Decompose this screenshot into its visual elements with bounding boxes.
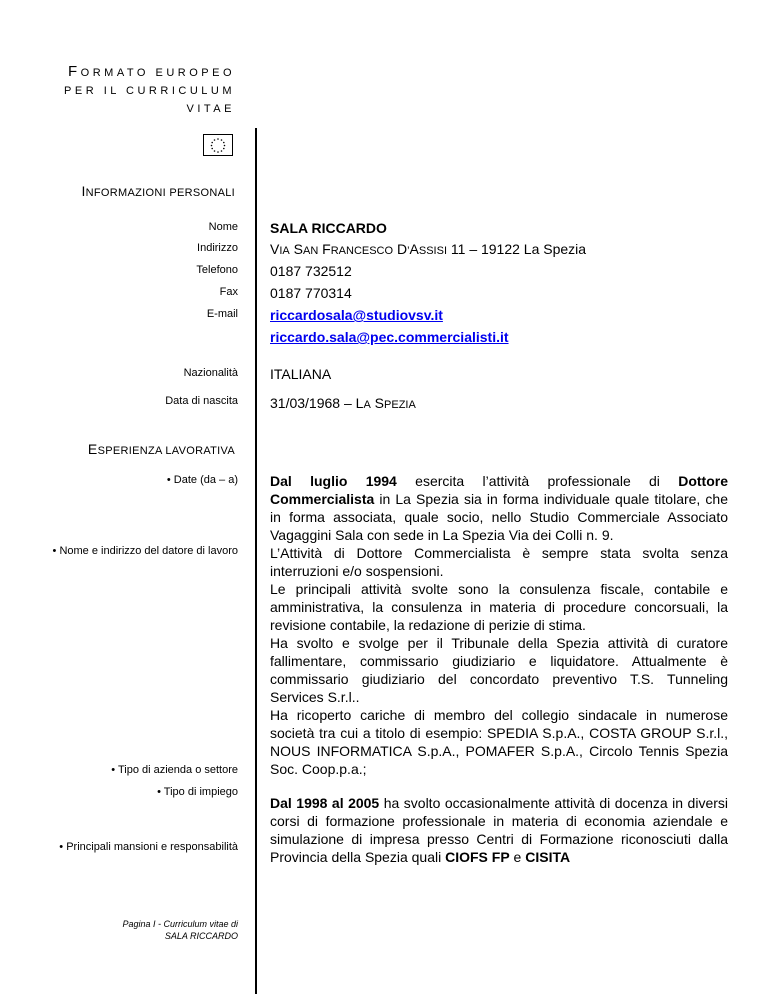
value-telefono: 0187 732512 <box>270 263 352 279</box>
cv-title-line1: FORMATO EUROPEO <box>68 63 235 80</box>
label-nome: Nome <box>208 221 238 233</box>
label-azienda: • Tipo di azienda o settore <box>111 764 238 776</box>
section-work-experience: ESPERIENZA LAVORATIVA <box>87 441 235 457</box>
label-nazionalita: Nazionalità <box>183 367 238 379</box>
label-impiego: • Tipo di impiego <box>157 786 238 798</box>
value-email-2[interactable] <box>270 329 509 345</box>
label-telefono: Telefono <box>196 264 238 276</box>
value-nome: SALA RICCARDO <box>270 220 387 236</box>
value-data-nascita: 31/03/1968 – LA SPEZIA <box>270 395 416 411</box>
label-date: • Date (da – a) <box>166 474 238 486</box>
cv-title-line3: VITAE <box>186 103 235 115</box>
value-nazionalita: ITALIANA <box>270 366 332 382</box>
section-personal-info: INFORMAZIONI PERSONALI <box>81 183 235 199</box>
vertical-divider <box>255 128 257 994</box>
page-footer <box>122 918 238 942</box>
label-indirizzo: Indirizzo <box>197 242 238 254</box>
value-indirizzo: VIA SAN FRANCESCO D’ASSISI 11 – 19122 La Spezia <box>270 241 587 257</box>
value-fax: 0187 770314 <box>270 285 352 301</box>
footer-line-2: SALA RICCARDO <box>164 931 238 941</box>
label-email: E-mail <box>206 308 238 320</box>
work-exp-1-p4: Ha svolto e svolge per il Tribunale della Spezia attività di curatore fallimentare, commissario giudiziario e liquidatore. Attualmente è commissario giudiziario del concordato preventivo T.S. Tunneling Services S.r.l.. <box>270 635 728 705</box>
label-fax: Fax <box>219 286 238 298</box>
work-exp-1-p2: L’Attività di Dottore Commercialista è sempre stata svolta senza interruzioni e/o sospensioni. <box>270 545 728 579</box>
work-exp-2-text: Dal 1998 al 2005 ha svolto occasionalmente attività di docenza in diversi corsi di formazione professionale in materia di economia aziendale e simulazione di impresa presso Centri di Formazione riconosciuti dalla Provincia della Spezia quali CIOFS FP e CISITA <box>270 795 729 865</box>
value-email-1[interactable] <box>270 307 443 323</box>
work-exp-1-p5: Ha ricoperto cariche di membro del collegio sindacale in numerose società tra cui a titolo di esempio: SPEDIA S.p.A., COSTA GROUP S.r.l., NOUS INFORMATICA S.p.A., POMAFER S.p.A., Circolo Tennis Spezia Soc. Coop.p.a.; <box>270 707 728 777</box>
footer-line-1: Pagina I - Curriculum vitae di <box>122 919 238 929</box>
label-mansioni: • Principali mansioni e responsabilità <box>59 841 238 853</box>
work-exp-1-p3: Le principali attività svolte sono la consulenza fiscale, contabile e amministrativa, la consulenza in materia di procedure concorsuali, la revisione contabile, la redazione di perizie di stima. <box>270 581 728 633</box>
cv-title-line2: PER IL CURRICULUM <box>64 85 235 97</box>
work-experience-2 <box>270 794 728 866</box>
label-datore: • Nome e indirizzo del datore di lavoro <box>52 545 238 557</box>
email-link-1[interactable]: riccardosala@studiovsv.it <box>270 307 443 323</box>
work-exp-1-intro: Dal luglio 1994 esercita l’attività professionale di Dottore Commercialista in La Spezia sia in forma individuale quale titolare, che in forma associata, quale socio, nello Studio Commerciale Associato Vagaggini Sala con sede in La Spezia Via dei Colli n. 9. <box>270 473 728 543</box>
eu-flag-icon <box>203 134 233 156</box>
work-experience-1 <box>270 472 728 778</box>
label-data-nascita: Data di nascita <box>165 395 238 407</box>
email-link-2[interactable]: riccardo.sala@pec.commercialisti.it <box>270 329 509 345</box>
